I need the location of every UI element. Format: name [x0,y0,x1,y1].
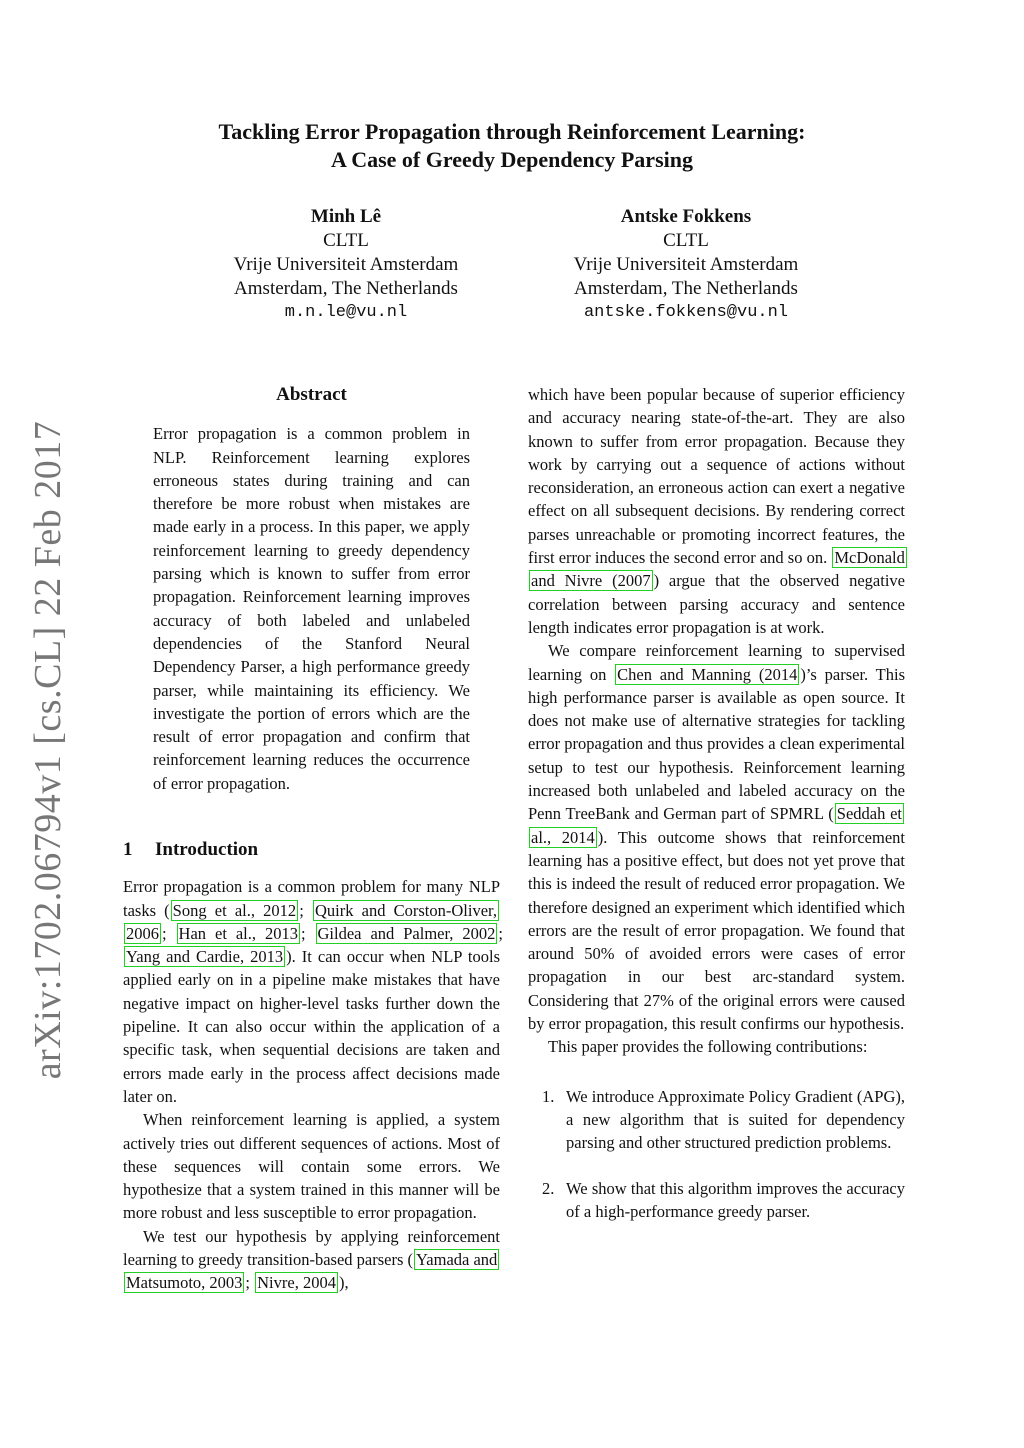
intro-paragraph-3 [123,1225,500,1295]
intro-paragraph-2: When reinforcement learning is applied, a system actively tries out different sequences of actions. Most of these sequences will contain some errors. We hypothesize that a system trained in this manner will be more robust and less susceptible to error propagation. [123,1110,500,1223]
arxiv-identifier: arXiv:1702.06794v1 [cs.CL] 22 Feb 2017 [27,420,69,1080]
citation-link[interactable]: Chen and Manning (2014 [617,664,798,684]
text-run: ), [338,1273,349,1293]
citation-link[interactable]: Quirk and Corston-Oliver, 2006 [126,900,497,943]
text-run: ; [300,923,315,943]
text-run: We compare reinforcement learning to supervised learning on [528,641,905,684]
author-email: m.n.le@vu.nl [284,303,408,322]
citation-link[interactable]: Seddah et al., 2014 [531,804,902,847]
abstract-text: Error propagation is a common problem in NLP. Reinforcement learning explores erroneous states during training and can therefore be more robust when mistakes are made early in a process. In this paper, we apply reinforcement learning to greedy dependency parsing which is known to suffer from error propagation. Reinforcement learning improves accuracy of both labeled and unlabeled dependencies of the Stanford Neural Dependency Parser, a high performance greedy parser, while maintaining its efficiency. We investigate the portion of errors which are the result of error propagation and confirm that reinforcement learning reduces the occurrence of error propagation. [153,424,470,793]
author-1 [196,205,496,325]
paper-title [0,118,1024,174]
abstract-section [153,383,470,795]
text-run: ). It can occur when NLP tools applied early on in a pipeline make mistakes that have negative impact on higher-level tasks further down the pipeline. It can also occur within the application of a specific task, when sequential decisions are taken and errors made early in the process affect decisions made later on. [123,947,500,1106]
citation-link[interactable]: McDonald and Nivre (2007 [531,548,905,591]
section-title: Introduction [155,839,259,860]
text-run: which have been popular because of superior efficiency and accuracy nearing state-of-the-art. They are also known to suffer from error propagation. Because they work by carrying out a sequence of actions without reconsideration, an erroneous action can exert a negative effect on all subsequent decisions. By rendering correct parses unreachable or promoting incorrect features, the first error induces the second error and so on. [528,385,905,568]
intro-paragraph-1 [123,875,503,1108]
list-item [528,1085,905,1155]
text-run: )’s parser. This high performance parser is available as open source. It does not make use of alternative strategies for tackling error propagation and thus provides a clean experimental setup to test our hypothesis. Reinforcement learning increased both unlabeled and labeled accuracy on the Penn TreeBank and German part of SPMRL ( [528,664,905,824]
section-number: 1 [123,839,133,860]
author-location: Amsterdam, The Netherlands [574,278,798,299]
list-number: 1. [542,1086,555,1106]
body-paragraph-3: This paper provides the following contributions: [548,1037,868,1057]
text-run: ) argue that the observed negative correlation between parsing accuracy and sentence length indicates error propagation is at work. [528,571,905,637]
list-number: 2. [542,1178,555,1198]
text-run: ). This outcome shows that reinforcement learning has a positive effect, but does not yet prove that this is indeed the result of reduced error propagation. We therefore designed an experiment which identified which errors are the result of error propagation. We found that around 50% of avoided errors were cases of error propagation in our best arc-standard system. Considering that 27% of the original errors were caused by error propagation, this result confirms our hypothesis. [528,827,905,1034]
citation-link[interactable]: Yamada and Matsumoto, 2003 [126,1250,498,1293]
list-text: We show that this algorithm improves the accuracy of a high-performance greedy parser. [566,1178,905,1221]
author-location: Amsterdam, The Netherlands [234,278,458,299]
body-paragraph-2 [528,639,905,1035]
list-text: We introduce Approximate Policy Gradient (APG), a new algorithm that is suited for dependency parsing and other structured prediction problems. [566,1086,905,1153]
abstract-heading: Abstract [276,384,347,405]
text-run: ; [245,1273,255,1293]
right-column [528,383,905,1245]
title-line-1: Tackling Error Propagation through Reinforcement Learning: [218,119,806,144]
citation-link[interactable]: Yang and Cardie, 2013 [126,947,284,967]
citation-link[interactable]: Han et al., 2013 [178,923,298,943]
list-item [528,1177,905,1224]
text-run: Error propagation is a common problem for many NLP tasks ( [123,877,500,920]
text-run: We test our hypothesis by applying reinforcement learning to greedy transition-based parsers ( [123,1226,500,1270]
author-affiliation: Vrije Universiteit Amsterdam [233,254,459,275]
author-email: antske.fokkens@vu.nl [583,303,789,322]
citation-link[interactable]: Song et al., 2012 [172,900,297,920]
author-group: CLTL [663,230,709,251]
section-heading [123,838,500,861]
author-affiliation: Vrije Universiteit Amsterdam [573,254,799,275]
author-name: Minh Lê [310,206,382,227]
text-run: ; [299,900,312,920]
author-group: CLTL [323,230,369,251]
citation-link[interactable]: Nivre, 2004 [257,1273,336,1293]
author-name: Antske Fokkens [620,206,752,227]
body-paragraph-1 [528,383,905,639]
title-line-2: A Case of Greedy Dependency Parsing [331,147,693,172]
left-column [123,838,503,1295]
contributions-list [528,1085,905,1223]
author-2 [536,205,836,325]
text-run: ; [498,923,503,943]
text-run: ; [162,923,176,943]
citation-link[interactable]: Gildea and Palmer, 2002 [317,923,496,943]
